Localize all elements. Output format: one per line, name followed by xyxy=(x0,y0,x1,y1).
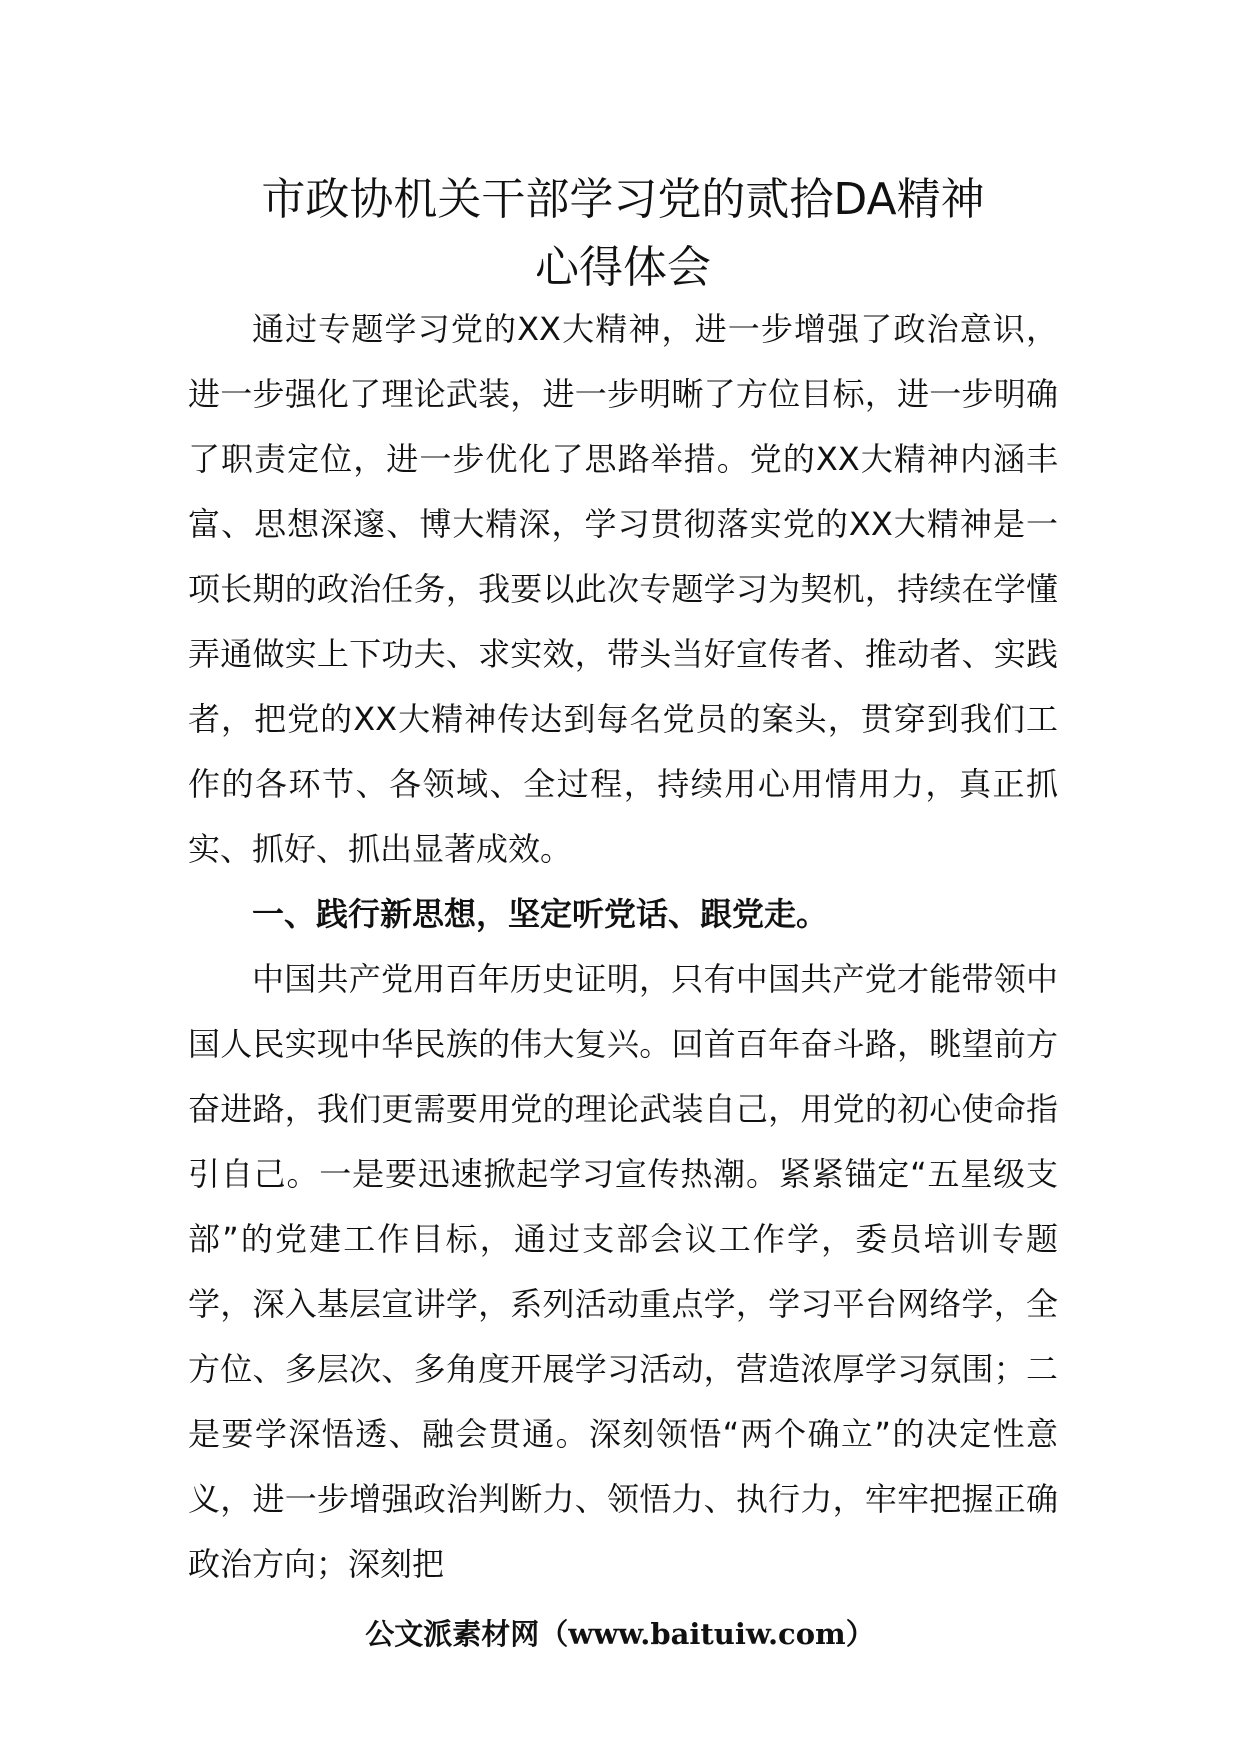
document-title-line-2: 心得体会 xyxy=(535,242,711,293)
footer-watermark: 公文派素材网（www.baituiw.com） xyxy=(365,1617,875,1651)
body-paragraph-intro: 通过专题学习党的XX大精神，进一步增强了政治意识，进一步强化了理论武装，进一步明晰了方位目标，进一步明确了职责定位，进一步优化了思路举措。党的XX大精神内涵丰富、思想深邃、博大精深，学习贯彻落实党的XX大精神是一项长期的政治任务，我要以此次专题学习为契机，持续在学懂弄通做实上下功夫、求实效，带头当好宣传者、推动者、实践者，把党的XX大精神传达到每名党员的案头，贯穿到我们工作的各环节、各领域、全过程，持续用心用情用力，真正抓实、抓好、抓出显著成效。 xyxy=(188,310,1058,868)
section-heading-1: 一、践行新思想，坚定听党话、跟党走。 xyxy=(252,895,829,933)
document-page xyxy=(188,0,1058,1754)
document-title-line-1: 市政协机关干部学习党的贰拾DA精神 xyxy=(261,174,985,225)
body-paragraph-section-1: 中国共产党用百年历史证明，只有中国共产党才能带领中国人民实现中华民族的伟大复兴。回首百年奋斗路，眺望前方奋进路，我们更需要用党的理论武装自己，用党的初心使命指引自己。一是要迅速掀起学习宣传热潮。紧紧锚定“五星级支部”的党建工作目标，通过支部会议工作学，委员培训专题学，深入基层宣讲学，系列活动重点学，学习平台网络学，全方位、多层次、多角度开展学习活动，营造浓厚学习氛围；二是要学深悟透、融会贯通。深刻领悟“两个确立”的决定性意义，进一步增强政治判断力、领悟力、执行力，牢牢把握正确政治方向；深刻把 xyxy=(188,960,1058,1583)
document-body xyxy=(188,297,1058,1597)
